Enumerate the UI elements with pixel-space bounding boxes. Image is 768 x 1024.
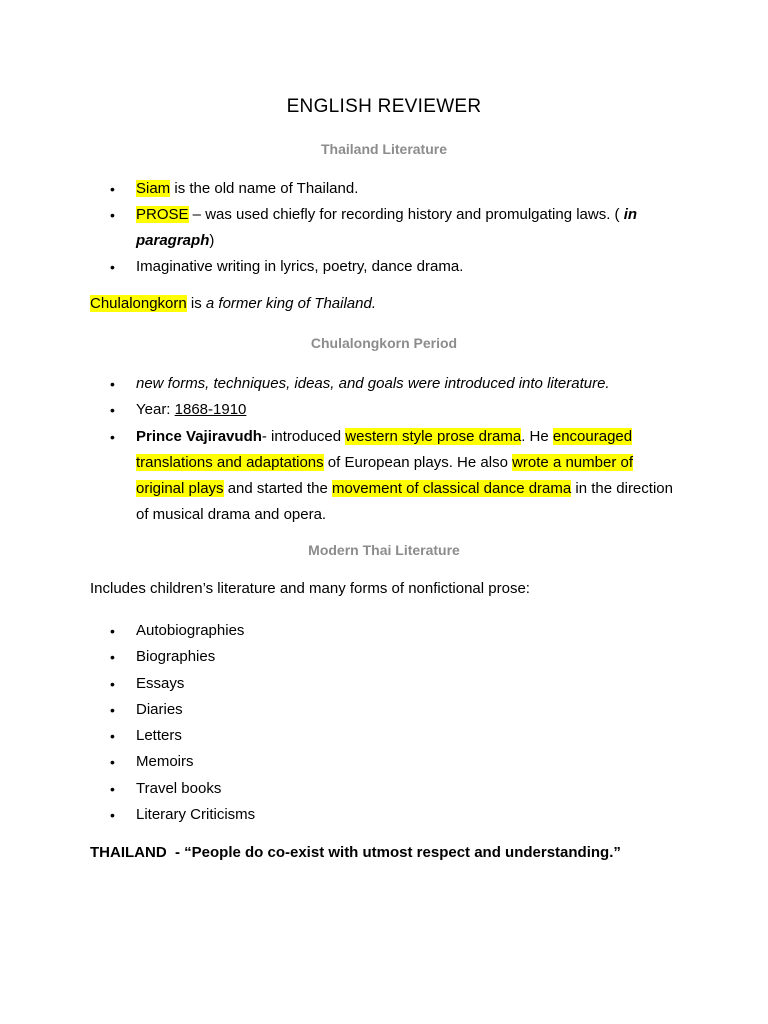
- list-item: [110, 424, 680, 529]
- list-item-text: - introduced: [261, 427, 346, 445]
- list-item-text: is the old name of Thailand.: [170, 180, 359, 197]
- emphasis-in-paragraph: in paragraph: [136, 206, 638, 249]
- chulalongkorn-bullet-list: [110, 371, 680, 529]
- list-item: • Travel books: [110, 776, 680, 802]
- highlight-translations: encouraged translations and adaptations: [136, 427, 633, 471]
- list-item: • Autobiographies: [110, 618, 680, 644]
- list-item-text: in the direction of musical drama and opera.: [136, 480, 673, 524]
- highlight-chulalongkorn: Chulalongkorn: [90, 295, 187, 312]
- list-item: [110, 371, 680, 397]
- list-item-text: of European plays. He also: [323, 453, 513, 471]
- list-item: • Letters: [110, 723, 680, 749]
- year-label: Year:: [136, 401, 175, 419]
- thailand-bullet-list: [110, 176, 680, 280]
- modern-intro: Includes children’s literature and many forms of nonfictional prose:: [90, 580, 530, 597]
- list-item: [110, 176, 680, 202]
- list-item: • Essays: [110, 671, 680, 697]
- list-item-text: ): [209, 232, 215, 249]
- list-item-text: Imaginative writing in lyrics, poetry, dance drama.: [136, 258, 464, 275]
- modern-forms-list: [110, 618, 680, 828]
- list-item: [110, 397, 680, 423]
- list-item: [110, 202, 680, 254]
- footer-quote-line: [90, 844, 690, 861]
- list-item: • Literary Criticisms: [110, 802, 680, 828]
- list-item-text: and started the: [223, 480, 332, 498]
- paragraph-text: is: [186, 295, 206, 312]
- paragraph-italic-text: a former king of Thailand.: [205, 295, 376, 312]
- heading-modern-thai-literature: Modern Thai Literature: [308, 542, 460, 558]
- list-item: • Diaries: [110, 697, 680, 723]
- highlight-siam: Siam: [136, 180, 171, 197]
- highlight-original-plays: wrote a number of original plays: [136, 453, 633, 498]
- footer-quote: - “People do co-exist with utmost respect and understanding.”: [166, 844, 621, 861]
- list-item-text: . He: [521, 427, 553, 445]
- list-item: • Biographies: [110, 644, 680, 670]
- highlight-western-drama: western style prose drama: [345, 427, 522, 445]
- year-value: 1868-1910: [174, 401, 247, 419]
- list-item: • Memoirs: [110, 749, 680, 775]
- list-item: [110, 254, 680, 280]
- document-title: ENGLISH REVIEWER: [286, 96, 482, 117]
- heading-chulalongkorn-period: Chulalongkorn Period: [310, 335, 458, 351]
- list-item-text: new forms, techniques, ideas, and goals were introduced into literature.: [136, 375, 610, 392]
- chulalongkorn-paragraph: [90, 295, 690, 312]
- list-item-text: – was used chiefly for recording history and promulgating laws. (: [188, 206, 624, 223]
- highlight-dance-drama: movement of classical dance drama: [331, 480, 572, 498]
- footer-label: THAILAND: [90, 844, 167, 861]
- heading-thailand-literature: Thailand Literature: [320, 141, 448, 157]
- highlight-prose: PROSE: [136, 206, 189, 223]
- prince-name: Prince Vajiravudh: [136, 427, 262, 445]
